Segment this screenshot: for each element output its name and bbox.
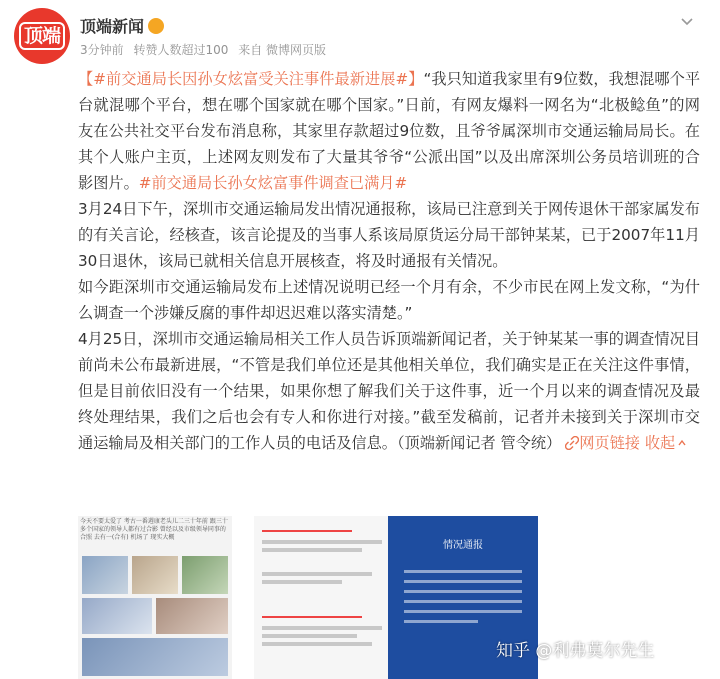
photo-1: [82, 556, 128, 594]
paragraph-2: 3月24日下午，深圳市交通运输局发出情况通报称，该局已注意到关于网传退休干部家属发布的有关言论，经核查，该言论提及的当事人系该局原货运分局干部钟某某，已于2007年11月30日退休，该局已就相关信息开展核查，将及时通报有关情况。: [78, 200, 700, 270]
text-line: [262, 580, 342, 584]
fan-badge-icon: [148, 18, 164, 34]
photo-6: [82, 638, 228, 676]
notice-line: [404, 570, 522, 573]
photo-2: [132, 556, 178, 594]
text-line: [262, 626, 382, 630]
text-line: [262, 572, 372, 576]
highlight-line: [262, 530, 352, 532]
notice-line: [404, 600, 522, 603]
paragraph-1: [78, 66, 700, 196]
post-meta: [80, 41, 332, 58]
photo-3: [182, 556, 228, 594]
post-time[interactable]: 3分钟前: [80, 43, 124, 57]
link-icon: [565, 436, 579, 450]
notice-line: [404, 590, 522, 593]
chevron-up-icon[interactable]: [677, 438, 687, 448]
hashtag-link-1[interactable]: 【#前交通局长因孙女炫富受关注事件最新进展#】: [78, 70, 424, 88]
paragraph-1-text: “我只知道我家里有9位数，我想混哪个平台就混哪个平台，想在哪个国家就在哪个国家。”日前，有网友爆料一网名为“北极鲶鱼”的网友在公共社交平台发布消息称，其家里存款超过9位数，且爷爷属深圳市交通运输局局长。在其个人账户主页，上述网友则发布了大量其爷爷“公派出国”以及出席深圳公务员培训班的合影图片。: [78, 70, 701, 192]
photo-5: [156, 598, 228, 634]
post-header: [14, 8, 706, 64]
author-name-text[interactable]: 顶端新闻: [80, 17, 145, 36]
photo-4: [82, 598, 152, 634]
text-line: [262, 540, 382, 544]
paragraph-4: [78, 326, 700, 456]
image-thumbnail-1[interactable]: [78, 516, 232, 679]
image-thumbnail-2[interactable]: [254, 516, 404, 679]
post-content: [78, 66, 700, 456]
text-line: [262, 634, 357, 638]
watermark: 知乎 @利弗莫尔先生: [496, 641, 655, 661]
paragraph-4-text: 4月25日，深圳市交通运输局相关工作人员告诉顶端新闻记者，关于钟某某一事的调查情况目前尚未公布最新进展，“不管是我们单位还是其他相关单位，我们确实是正在关注这件事情，但是目前依旧没有一个结果，如果你想了解我们关于这件事，近一个月以来的调查情况及最终处理结果，我们之后也会有专人和你进行对接。”截至发稿前，记者并未接到关于深圳市交通运输局及相关部门的工作人员的电话及信息。（顶端新闻记者 管令统）: [78, 330, 700, 452]
collapse-button[interactable]: 收起: [644, 434, 676, 452]
image-1-caption: 今天不要太爱了 考古一番週康老头儿二三十年前 跟三十多个国家的领导人都有过合影 曾经以及市级领导同事的合照 去有一(合有) 机场了 现实大概: [80, 518, 228, 541]
text-line: [262, 642, 372, 646]
avatar-logo-text: 顶端: [19, 22, 65, 50]
notice-line: [404, 580, 522, 583]
notice-line: [404, 610, 522, 613]
notice-line: [404, 620, 478, 623]
post-source: 来自 微博网页版: [238, 43, 327, 57]
web-link[interactable]: 网页链接: [579, 434, 640, 452]
post-forward-count: 转赞人数超过100: [133, 43, 229, 57]
chevron-down-icon[interactable]: [678, 12, 696, 30]
author-name[interactable]: [80, 14, 164, 37]
avatar[interactable]: [14, 8, 70, 64]
text-line: [262, 548, 362, 552]
notice-title: 情况通报: [443, 540, 483, 551]
hashtag-link-2[interactable]: #前交通局长孙女炫富事件调查已满月#: [138, 174, 408, 192]
paragraph-3: 如今距深圳市交通运输局发布上述情况说明已经一个月有余，不少市民在网上发文称，“为什么调查一个涉嫌反腐的事件却迟迟难以落实清楚。”: [78, 278, 700, 322]
highlight-line: [262, 616, 362, 618]
